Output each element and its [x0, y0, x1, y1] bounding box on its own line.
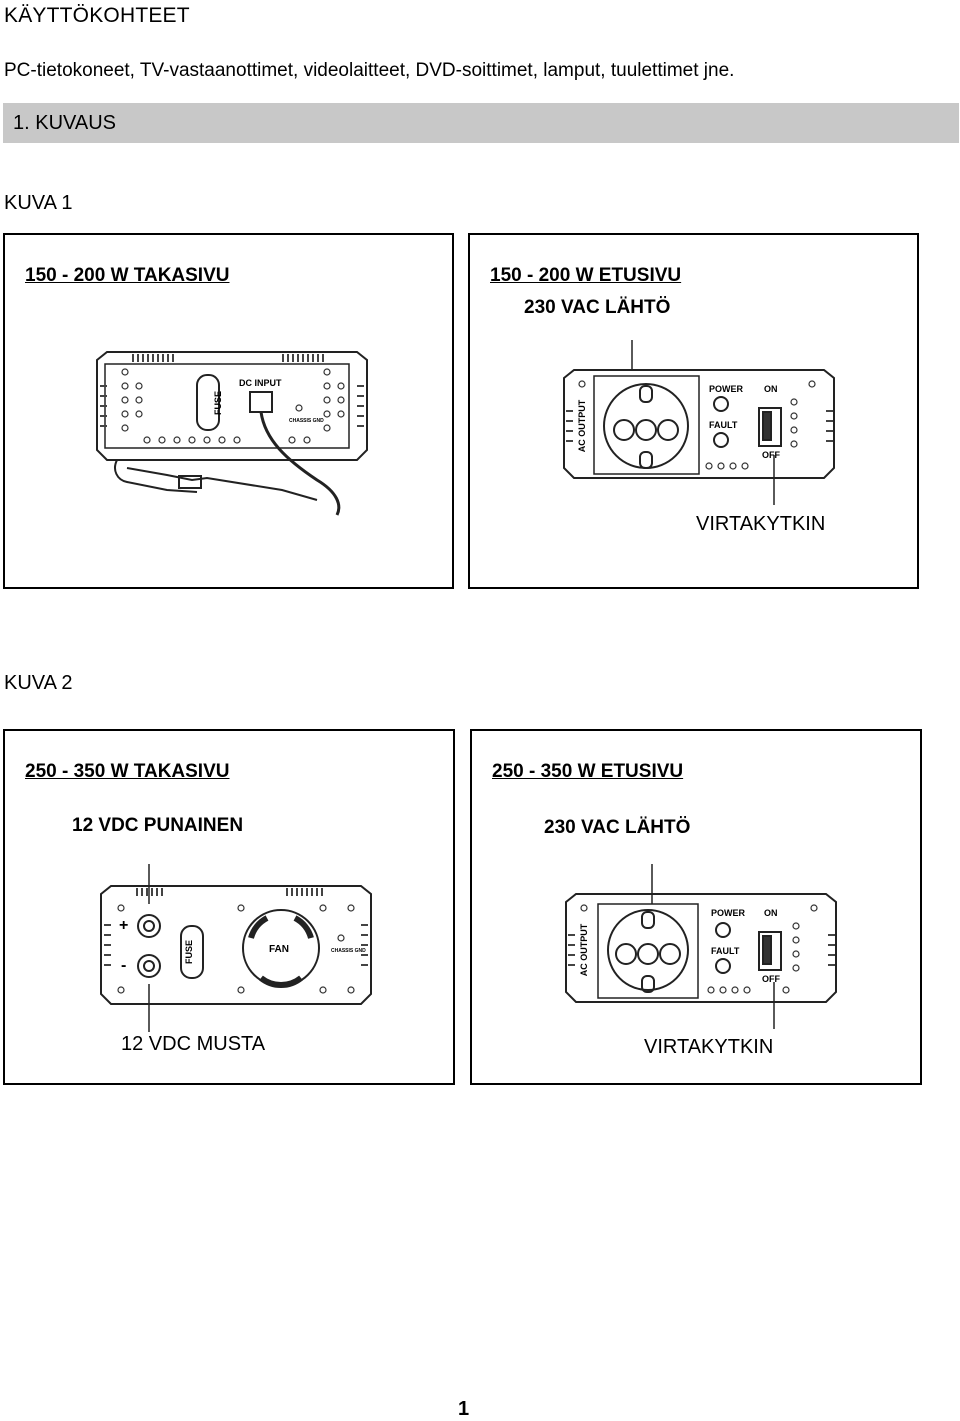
rear-250-fan-text: FAN — [269, 944, 289, 955]
rear-250-plus-text: + — [119, 917, 129, 934]
rear-250-diagram — [91, 864, 381, 1034]
front-250-acoutput-text: AC OUTPUT — [579, 923, 589, 977]
front-250-on-text: ON — [764, 908, 778, 918]
figure1-rear-panel — [3, 233, 454, 589]
figure1-front-title: 150 - 200 W ETUSIVU — [490, 265, 682, 286]
front-150-off-text: OFF — [762, 450, 780, 460]
figure1-front-panel — [468, 233, 919, 589]
figure2-black-label: 12 VDC MUSTA — [121, 1033, 266, 1055]
rear-150-ground-text: CHASSIS GND — [289, 418, 324, 424]
figure1-switch-label: VIRTAKYTKIN — [696, 513, 826, 535]
front-150-power-text: POWER — [709, 384, 744, 394]
rear-150-dcinput-text: DC INPUT — [239, 378, 282, 388]
figure1-label: KUVA 1 — [4, 192, 73, 214]
rear-250-ground-text: CHASSIS GND — [331, 948, 366, 954]
front-250-fault-text: FAULT — [711, 946, 740, 956]
figure2-rear-title: 250 - 350 W TAKASIVU — [25, 761, 230, 782]
rear-250-fuse-text: FUSE — [184, 939, 194, 965]
rear-150-fuse-text: FUSE — [213, 390, 223, 416]
page-heading: KÄYTTÖKOHTEET — [4, 4, 190, 27]
section-title: 1. KUVAUS — [13, 112, 116, 134]
page-number: 1 — [458, 1398, 470, 1420]
rear-250-minus-text: - — [121, 957, 127, 974]
figure1-front-subtitle: 230 VAC LÄHTÖ — [524, 297, 671, 318]
front-150-diagram — [554, 340, 844, 505]
front-150-acoutput-text: AC OUTPUT — [577, 399, 587, 453]
uses-text: PC-tietokoneet, TV-vastaanottimet, videolaitteet, DVD-soittimet, lamput, tuulettimet jne. — [4, 60, 735, 81]
figure2-front-panel — [470, 729, 922, 1085]
figure2-label: KUVA 2 — [4, 672, 73, 694]
front-250-power-text: POWER — [711, 908, 746, 918]
rear-150-diagram — [87, 350, 387, 520]
front-150-on-text: ON — [764, 384, 778, 394]
front-150-fault-text: FAULT — [709, 420, 738, 430]
figure2-rear-panel — [3, 729, 455, 1085]
figure2-red-label: 12 VDC PUNAINEN — [72, 815, 244, 836]
section-bar — [3, 103, 959, 143]
figure1-rear-title: 150 - 200 W TAKASIVU — [25, 265, 230, 286]
figure2-front-title: 250 - 350 W ETUSIVU — [492, 761, 684, 782]
figure2-switch-label: VIRTAKYTKIN — [644, 1036, 774, 1058]
front-250-diagram — [556, 864, 846, 1029]
figure2-front-subtitle: 230 VAC LÄHTÖ — [544, 817, 691, 838]
front-250-off-text: OFF — [762, 974, 780, 984]
